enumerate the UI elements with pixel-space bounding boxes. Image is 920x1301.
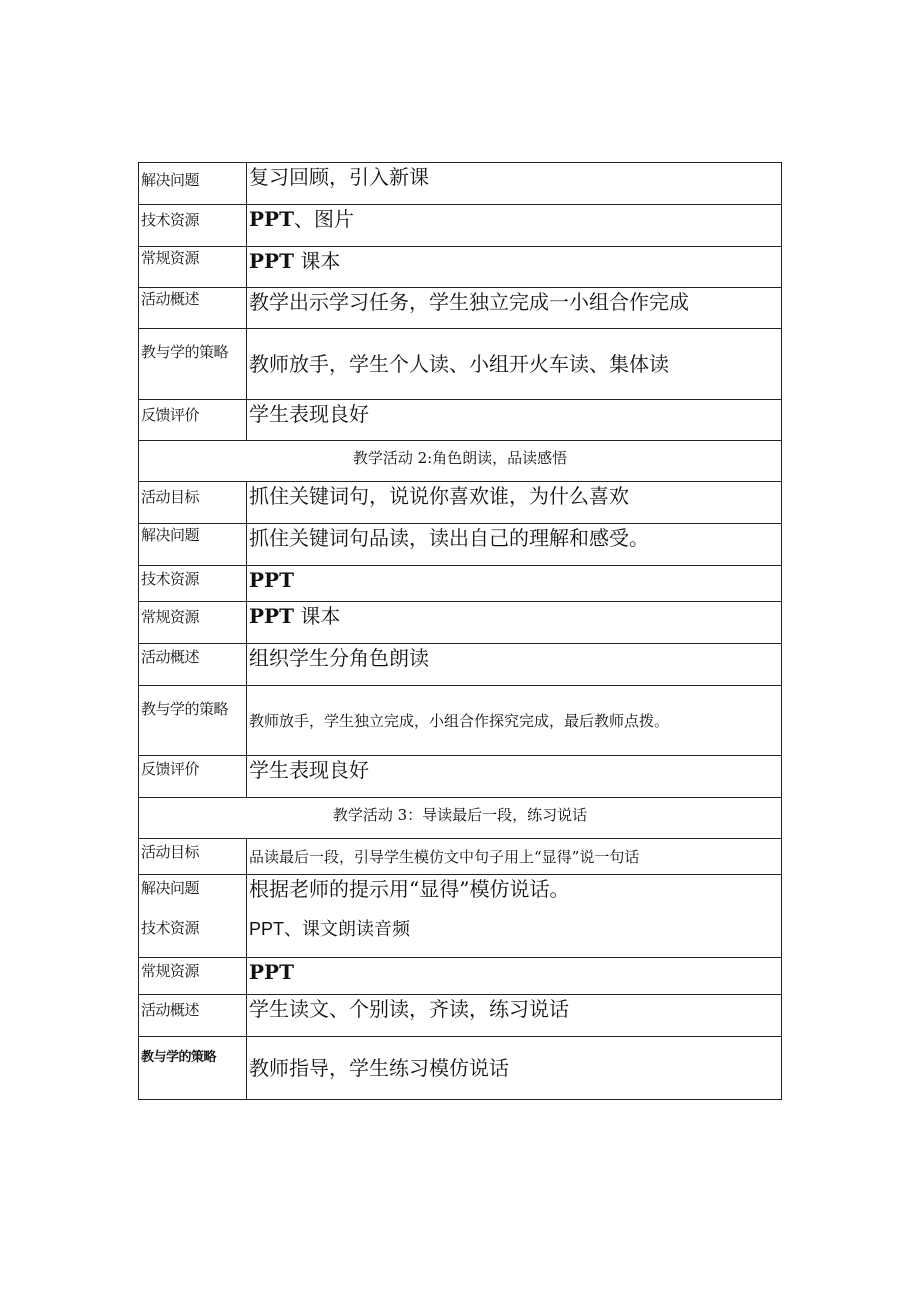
row-label [139,524,247,566]
row-value-text-2: PPT、课文朗读音频 [249,919,411,939]
table-row [139,1037,782,1100]
row-value [247,524,782,566]
row-label-text: 解决问题 [141,526,200,544]
row-label [139,839,247,875]
row-value-bold: PPT [249,960,294,984]
row-value [247,686,782,756]
row-label-text: 教与学的策略 [141,700,229,718]
row-label-text: 解决问题 [141,171,200,189]
row-value [247,839,782,875]
row-value-text: 、图片 [293,207,354,231]
row-value [247,958,782,995]
row-value [247,566,782,602]
section-title: 教学活动 3：导读最后一段，练习说话 [139,798,782,839]
row-label [139,875,247,958]
section-title: 教学活动 2:角色朗读，品读感悟 [139,441,782,482]
row-value [247,400,782,441]
table-row [139,329,782,400]
table-row [139,839,782,875]
row-label [139,329,247,400]
table-row [139,247,782,288]
row-label-text: 反馈评价 [141,406,200,424]
row-value-text: 品读最后一段，引导学生模仿文中句子用上“显得”说一句话 [249,848,640,866]
table-row [139,995,782,1037]
row-value-text: 课本 [293,249,341,273]
row-label-text: 反馈评价 [141,760,200,778]
table-row [139,400,782,441]
row-value [247,247,782,288]
row-value-bold: PPT [249,604,294,628]
row-value-text: 教师指导，学生练习模仿说话 [249,1056,509,1080]
row-value-text: 教师放手，学生独立完成，小组合作探究完成，最后教师点拨。 [249,711,670,730]
row-label [139,482,247,524]
row-value-text: 课本 [293,604,341,628]
table-row [139,644,782,686]
row-value [247,995,782,1037]
row-value-text: 复习回顾，引入新课 [249,165,429,189]
row-value [247,482,782,524]
row-label-text: 技术资源 [141,570,200,588]
table-row [139,958,782,995]
row-label [139,163,247,205]
row-label-text: 活动概述 [141,1001,200,1019]
row-label-text-2: 技术资源 [141,919,200,937]
row-value [247,288,782,329]
section-row [139,441,782,482]
row-label [139,995,247,1037]
row-label [139,400,247,441]
row-value-bold: PPT [249,207,294,231]
row-label-text: 活动目标 [141,488,200,506]
table-row [139,288,782,329]
row-label [139,566,247,602]
row-value-bold: PPT [249,568,294,592]
row-value-text: 根据老师的提示用“显得”模仿说话。 [249,877,570,901]
row-label [139,247,247,288]
row-value-text: 教学出示学习任务，学生独立完成一小组合作完成 [249,290,689,314]
row-label-text: 常规资源 [141,962,200,980]
row-label [139,288,247,329]
row-value-text: 教师放手，学生个人读、小组开火车读、集体读 [249,352,669,376]
row-label-text: 活动概述 [141,290,200,308]
row-label [139,958,247,995]
row-label [139,756,247,798]
row-label-text: 解决问题 [141,879,200,897]
table-row [139,875,782,958]
table-row [139,163,782,205]
row-value-text: 学生读文、个别读，齐读，练习说话 [249,997,569,1021]
row-label [139,686,247,756]
row-label [139,602,247,644]
row-label [139,644,247,686]
row-value [247,205,782,247]
table-row [139,756,782,798]
row-value-text: 学生表现良好 [249,758,369,782]
row-value [247,644,782,686]
row-label-text: 教与学的策略 [141,1050,217,1065]
row-label-text: 活动概述 [141,648,200,666]
row-label [139,1037,247,1100]
row-value [247,875,782,958]
row-value-text: 组织学生分角色朗读 [249,646,429,670]
row-label-text: 技术资源 [141,211,200,229]
row-value-text: 抓住关键词句，说说你喜欢谁，为什么喜欢 [249,484,629,508]
row-value-bold: PPT [249,249,294,273]
table-row [139,686,782,756]
table-row [139,205,782,247]
row-label-text: 常规资源 [141,249,200,267]
row-label-text: 活动目标 [141,843,200,861]
row-value [247,756,782,798]
row-value [247,163,782,205]
section-row [139,798,782,839]
table-row [139,602,782,644]
table-row [139,482,782,524]
row-label-text: 教与学的策略 [141,343,229,361]
table-row [139,524,782,566]
lesson-plan-table [138,162,782,1100]
row-value [247,602,782,644]
row-value [247,329,782,400]
row-value [247,1037,782,1100]
row-label [139,205,247,247]
table-row [139,566,782,602]
row-value-text: 学生表现良好 [249,402,369,426]
row-value-text: 抓住关键词句品读，读出自己的理解和感受。 [249,526,649,550]
row-label-text: 常规资源 [141,608,200,626]
